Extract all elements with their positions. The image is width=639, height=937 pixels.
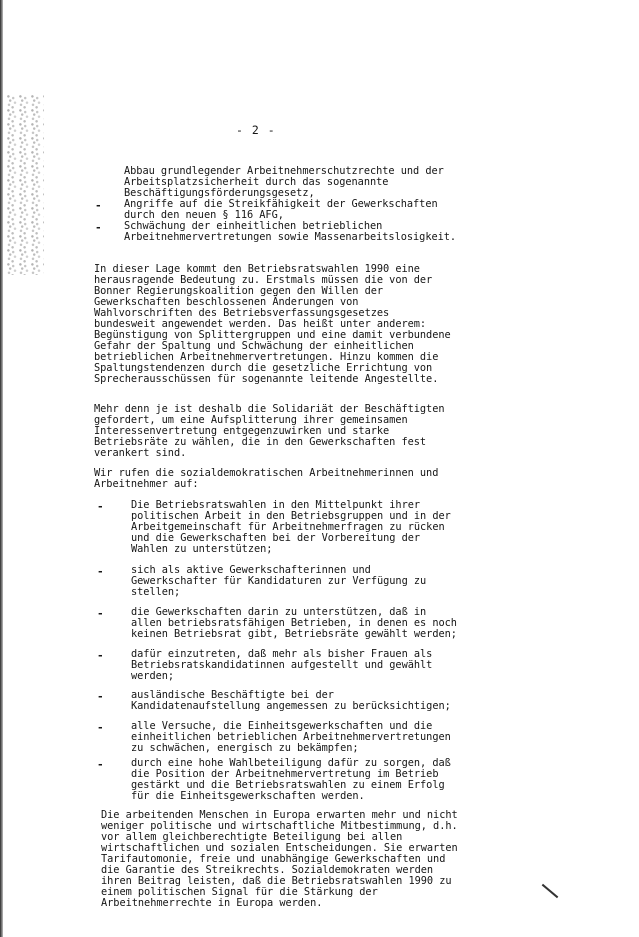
paragraph-4-line: ihren Beitrag leisten, daß die Betriebsratswahlen 1990 zu [101, 875, 452, 887]
paragraph-1-line: bundesweit angewendet werden. Das heißt unter anderem: [94, 318, 427, 330]
appeal-item-6-line: einheitlichen betrieblichen Arbeitnehmervertretungen [131, 731, 451, 743]
appeal-item-4-line: Betriebsratskandidatinnen aufgestellt und gewählt [131, 659, 433, 671]
paragraph-2-line: Mehr denn je ist deshalb die Solidariät der Beschäftigten [94, 403, 445, 415]
appeal-item-2-line: stellen; [131, 586, 181, 598]
paragraph-2-line: Interessenvertretung entgegenzuwirken und starke [94, 425, 390, 437]
intro-item-1-line-3: Beschäftigungsförderungsgesetz, [124, 187, 315, 199]
appeal-item-3-line: allen betriebsratsfähigen Betrieben, in denen es noch [131, 617, 457, 629]
appeal-item-5-line: Kandidatenaufstellung angemessen zu berücksichtigen; [131, 700, 451, 712]
appeal-item-1-line: Wahlen zu unterstützen; [131, 543, 273, 555]
scan-artifact-mark [542, 884, 559, 898]
appeal-item-6-line: zu schwächen, energisch zu bekämpfen; [131, 742, 359, 754]
paragraph-4-line: Arbeitnehmerrechte in Europa werden. [101, 897, 323, 909]
page-number: - 2 - [236, 123, 276, 137]
paragraph-3-line: Arbeitnehmer auf: [94, 478, 199, 490]
paragraph-1-line: Sprecherausschüssen für sogenannte leitende Angestellte. [94, 373, 439, 385]
paragraph-4-line: einem politischen Signal für die Stärkung der [101, 886, 378, 898]
paragraph-1-line: Wahlvorschriften des Betriebsverfassungsgesetzes [94, 307, 390, 319]
appeal-item-2-line: Gewerkschafter für Kandidaturen zur Verfügung zu [131, 575, 427, 587]
appeal-item-1-line: und die Gewerkschaften bei der Vorbereitung der [131, 532, 421, 544]
appeal-item-7-line: für die Einheitsgewerkschaften werden. [131, 790, 365, 802]
appeal-item-5-bullet: - [97, 690, 104, 703]
scan-edge-shadow [0, 0, 3, 937]
scan-noise [6, 95, 44, 275]
appeal-item-4-line: dafür einzutreten, daß mehr als bisher Frauen als [131, 648, 433, 660]
paragraph-2-line: verankert sind. [94, 447, 187, 459]
appeal-item-3-bullet: - [97, 607, 104, 620]
paragraph-1-line: herausragende Bedeutung zu. Erstmals müssen die von der [94, 274, 433, 286]
appeal-item-1-line: Arbeitgemeinschaft für Arbeitnehmerfragen zu rücken [131, 521, 445, 533]
paragraph-1-line: In dieser Lage kommt den Betriebsratswahlen 1990 eine [94, 263, 420, 275]
paragraph-4-line: wirtschaftlichen und sozialen Entscheidungen. Sie erwarten [101, 842, 458, 854]
appeal-item-2-bullet: - [97, 565, 104, 578]
intro-item-3-line-2: Arbeitnehmervertretungen sowie Massenarbeitslosigkeit. [124, 231, 457, 243]
intro-item-1-line-1: Abbau grundlegender Arbeitnehmerschutzrechte und der [124, 165, 444, 177]
appeal-item-1-line: politischen Arbeit in den Betriebsgruppen und in der [131, 510, 451, 522]
appeal-item-4-bullet: - [97, 649, 104, 662]
appeal-item-6-bullet: - [97, 721, 104, 734]
appeal-item-1-bullet: - [97, 500, 104, 513]
appeal-item-7-line: gestärkt und die Betriebsratswahlen zu einem Erfolg [131, 779, 445, 791]
paragraph-1-line: betrieblichen Arbeitnehmervertretungen. Hinzu kommen die [94, 351, 439, 363]
appeal-item-1-line: Die Betriebsratswahlen in den Mittelpunkt ihrer [131, 499, 421, 511]
paragraph-1-line: Gewerkschaften beschlossenen Änderungen von [94, 296, 359, 308]
appeal-item-6-line: alle Versuche, die Einheitsgewerkschaften und die [131, 720, 433, 732]
intro-item-3-line-1: Schwächung der einheitlichen betrieblichen [124, 220, 383, 232]
paragraph-4-line: Tarifautomonie, freie und unabhängige Gewerkschaften und [101, 853, 446, 865]
appeal-item-4-line: werden; [131, 670, 175, 682]
paragraph-4-line: Die arbeitenden Menschen in Europa erwarten mehr und nicht [101, 809, 458, 821]
appeal-item-5-line: ausländische Beschäftigte bei der [131, 689, 334, 701]
appeal-item-3-line: keinen Betriebsrat gibt, Betriebsräte gewählt werden; [131, 628, 457, 640]
appeal-item-7-line: die Position der Arbeitnehmervertretung im Betrieb [131, 768, 439, 780]
paragraph-1-line: Begünstigung von Splittergruppen und eine damit verbundene [94, 329, 451, 341]
appeal-item-7-line: durch eine hohe Wahlbeteiligung dafür zu sorgen, daß [131, 757, 451, 769]
paragraph-3-line: Wir rufen die sozialdemokratischen Arbeitnehmerinnen und [94, 467, 439, 479]
paragraph-4-line: weniger politische und wirtschaftliche Mitbestimmung, d.h. [101, 820, 458, 832]
intro-item-2-line-2: durch den neuen § 116 AFG, [124, 209, 284, 221]
paragraph-4-line: vor allem gleichberechtigte Beteiligung bei allen [101, 831, 403, 843]
appeal-item-2-line: sich als aktive Gewerkschafterinnen und [131, 564, 371, 576]
intro-item-3-bullet: - [95, 221, 102, 234]
paragraph-4-line: die Garantie des Streikrechts. Sozialdemokraten werden [101, 864, 434, 876]
paragraph-1-line: Bonner Regierungskoalition gegen den Willen der [94, 285, 384, 297]
paragraph-2-line: Betriebsräte zu wählen, die in den Gewerkschaften fest [94, 436, 427, 448]
appeal-item-3-line: die Gewerkschaften darin zu unterstützen, daß in [131, 606, 427, 618]
intro-item-2-bullet: - [95, 199, 102, 212]
paragraph-2-line: gefordert, um eine Aufsplitterung ihrer gemeinsamen [94, 414, 408, 426]
paragraph-1-line: Spaltungstendenzen durch die gesetzliche Errichtung von [94, 362, 433, 374]
paragraph-1-line: Gefahr der Spaltung und Schwächung der einheitlichen [94, 340, 414, 352]
intro-item-2-line-1: Angriffe auf die Streikfähigkeit der Gewerkschaften [124, 198, 438, 210]
appeal-item-7-bullet: - [97, 758, 104, 771]
intro-item-1-line-2: Arbeitsplatzsicherheit durch das sogenannte [124, 176, 389, 188]
